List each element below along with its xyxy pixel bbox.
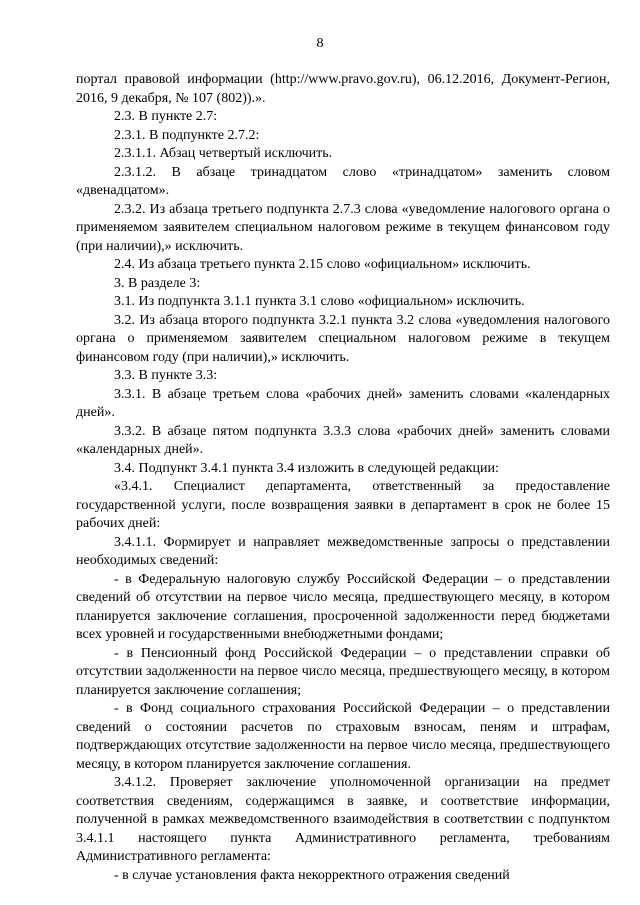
paragraph: 2.3.1.2. В абзаце тринадцатом слово «тринадцатом» заменить словом «двенадцатом». bbox=[76, 164, 610, 198]
paragraph: 2.3.1.1. Абзац четвертый исключить. bbox=[114, 146, 333, 161]
paragraph: 3.3. В пункте 3.3: bbox=[114, 368, 218, 383]
document-body bbox=[76, 71, 610, 885]
paragraph: - в Федеральную налоговую службу Российской Федерации – о представлении сведений об отсутствии на первое число месяца, предшествующего месяцу, в котором планируется заключение соглашения, просроченной задолженности перед бюджетами всех уровней и государственными внебюджетными фондами; bbox=[76, 571, 610, 642]
paragraph: - в Фонд социального страхования Российской Федерации – о представлении сведений о состоянии расчетов по страховым взносам, пеням и штрафам, подтверждающих отсутствие задолженности на первое число месяца, предшествующего месяцу, в котором планируется заключение соглашения. bbox=[76, 701, 610, 772]
paragraph: - в случае установления факта некорректного отражения сведений bbox=[114, 867, 510, 883]
paragraph: 3. В разделе 3: bbox=[114, 275, 201, 291]
paragraph: 2.3.2. Из абзаца третьего подпункта 2.7.3 слова «уведомление налогового органа о применяемом заявителем специальном налоговом режиме в текущем финансовом году (при наличии),» исключить. bbox=[76, 201, 610, 254]
paragraph: 3.4. Подпункт 3.4.1 пункта 3.4 изложить в следующей редакции: bbox=[114, 460, 499, 476]
paragraph: 3.4.1.2. Проверяет заключение уполномоченной организации на предмет соответствия сведениям, содержащимся в заявке, и соответствие информации, полученной в рамках межведомственного взаимодействия в соответствии с подпунктом 3.4.1.1 настоящего пункта Административного регламента, требованиям Административного регламента: bbox=[76, 775, 610, 864]
paragraph: 3.3.2. В абзаце пятом подпункта 3.3.3 слова «рабочих дней» заменить словами «календарных дней». bbox=[76, 423, 610, 457]
paragraph: - в Пенсионный фонд Российской Федерации – о представлении справки об отсутствии задолженности на первое число месяца, предшествующего месяцу, в котором планируется заключение соглашения; bbox=[76, 645, 610, 698]
paragraph: 3.1. Из подпункта 3.1.1 пункта 3.1 слово «официальном» исключить. bbox=[114, 294, 525, 309]
paragraph: «3.4.1. Специалист департамента, ответственный за предоставление государственной услуги, после возвращения заявки в департамент в срок не более 15 рабочих дней: bbox=[76, 479, 610, 531]
paragraph: 3.3.1. В абзаце третьем слова «рабочих дней» заменить словами «календарных дней». bbox=[76, 386, 610, 420]
paragraph: 2.3.1. В подпункте 2.7.2: bbox=[114, 127, 260, 143]
paragraph: портал правовой информации (http://www.pravo.gov.ru), 06.12.2016, Документ-Регион, 2016, 9 декабря, № 107 (802)).». bbox=[76, 72, 610, 106]
paragraph: 2.3. В пункте 2.7: bbox=[114, 109, 218, 124]
page-number: 8 bbox=[316, 36, 324, 51]
paragraph: 2.4. Из абзаца третьего пункта 2.15 слово «официальном» исключить. bbox=[114, 257, 531, 272]
paragraph: 3.2. Из абзаца второго подпункта 3.2.1 пункта 3.2 слова «уведомления налогового органа о применяемом заявителем специальном налоговом режиме в текущем финансовом году (при наличии),» исключить. bbox=[76, 312, 610, 365]
paragraph: 3.4.1.1. Формирует и направляет межведомственные запросы о представлении необходимых сведений: bbox=[76, 534, 610, 568]
